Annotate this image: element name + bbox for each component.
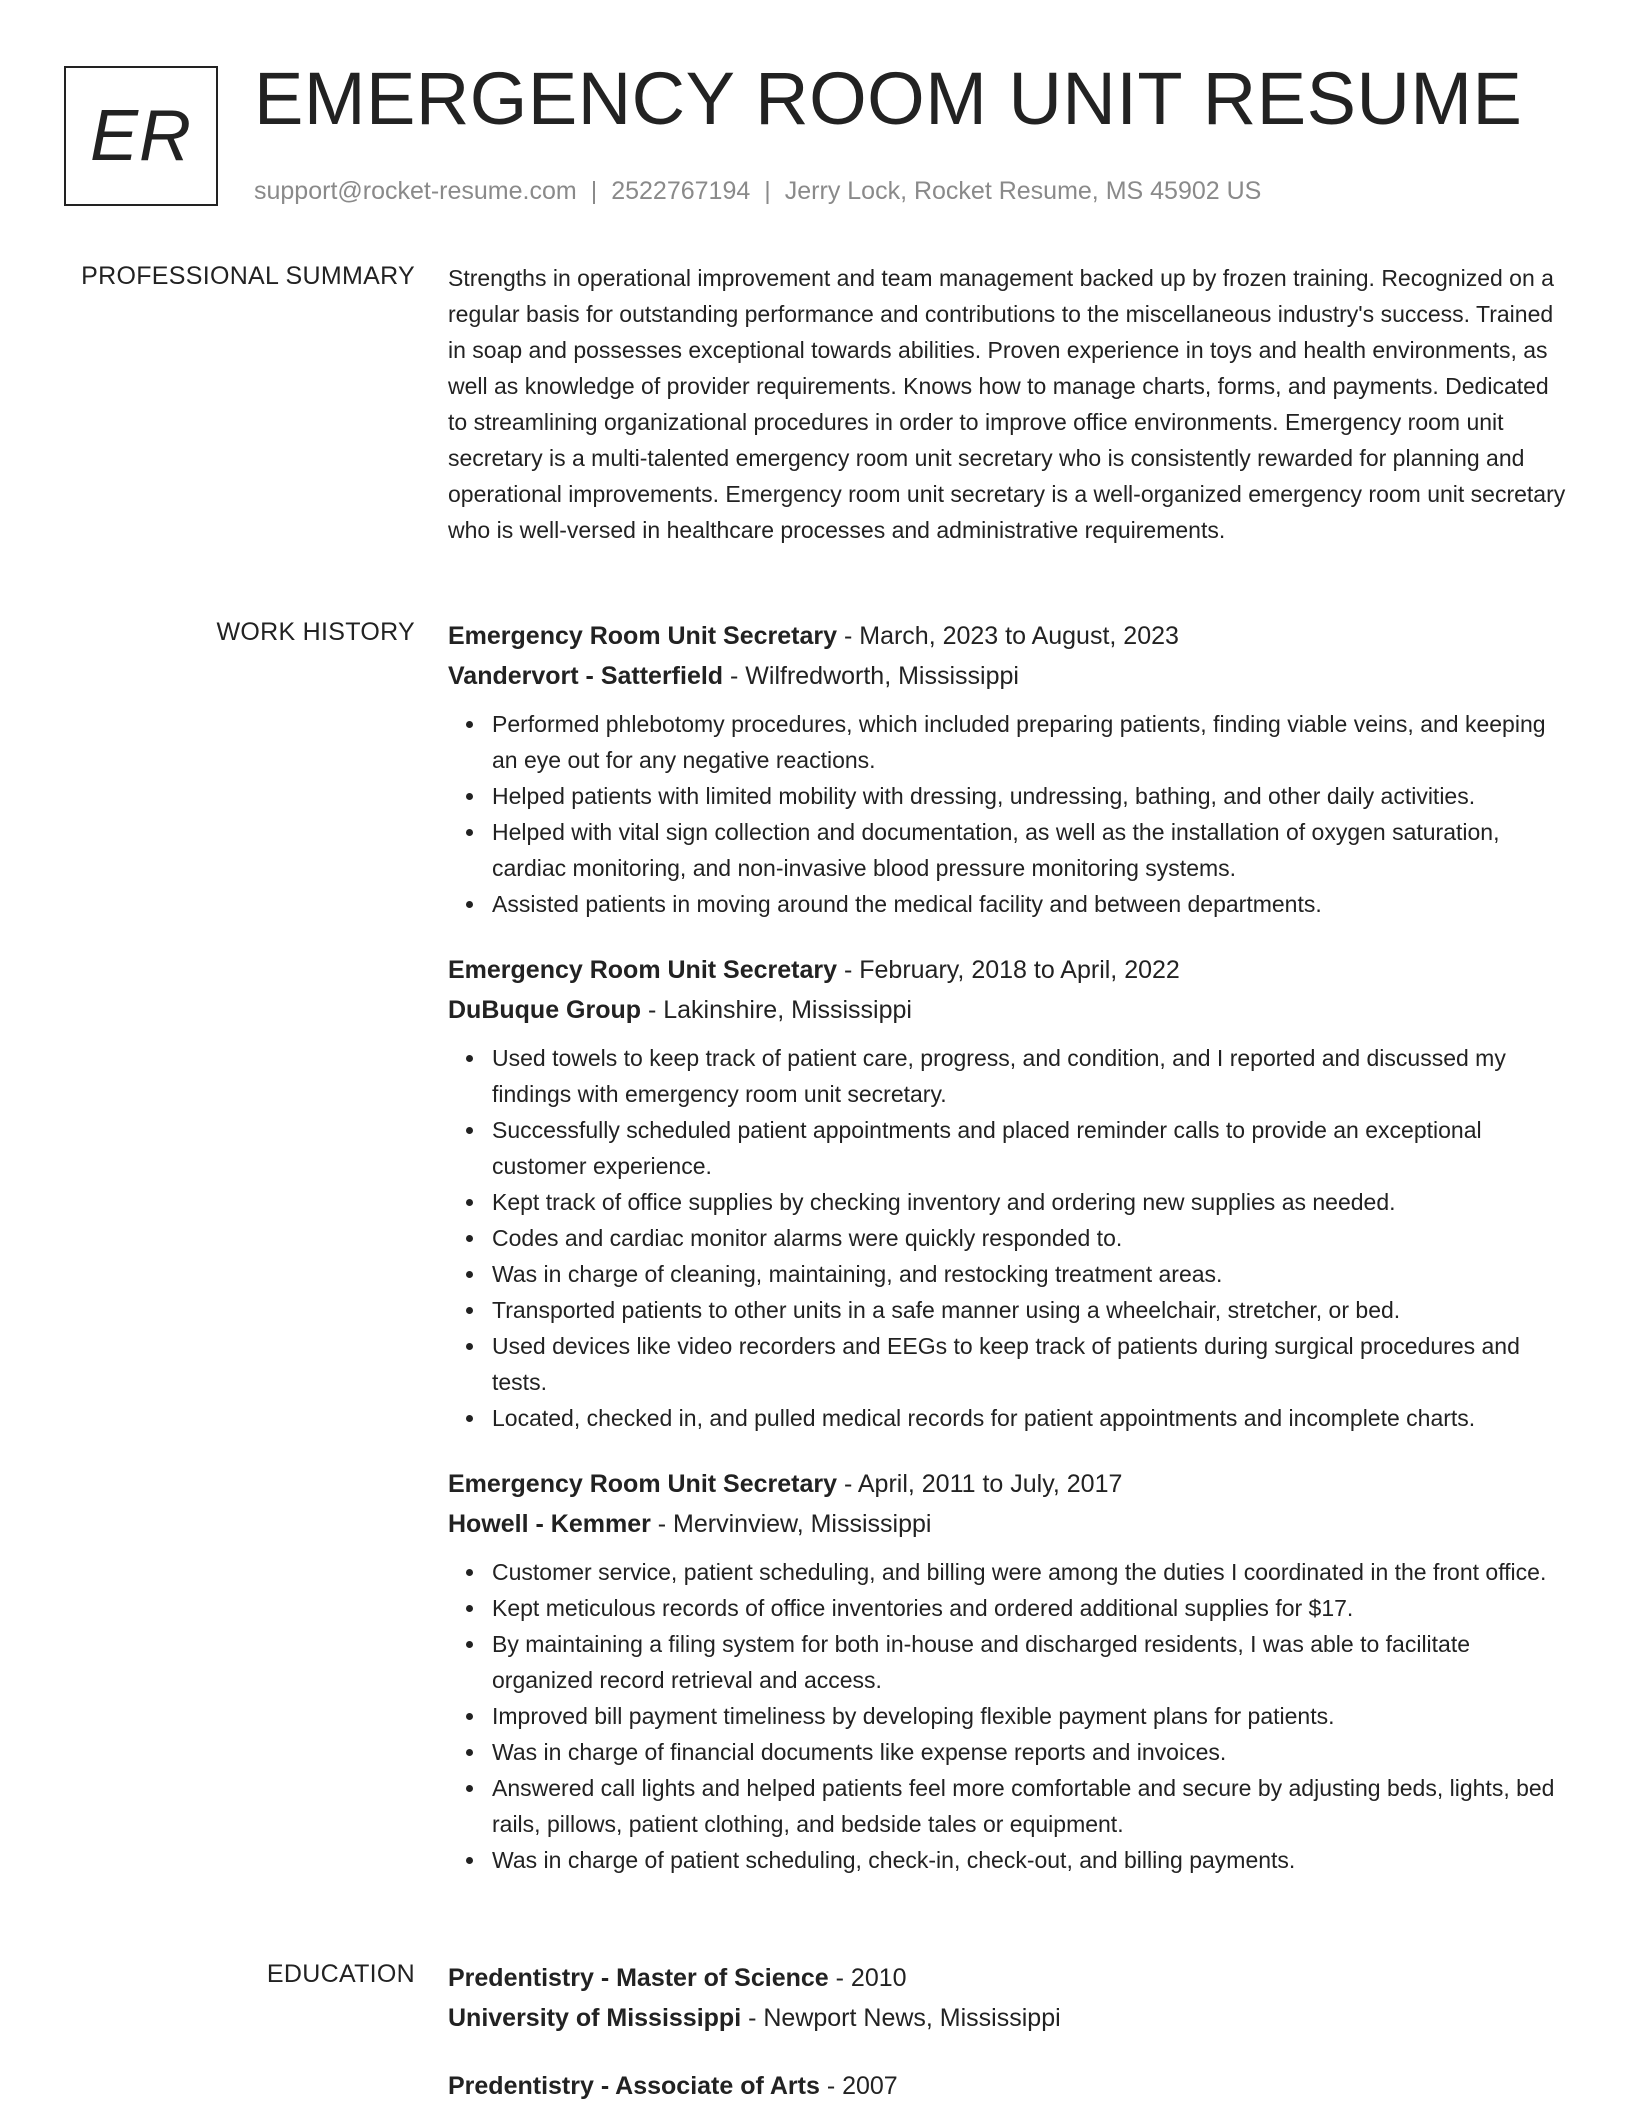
job-duty: Customer service, patient scheduling, and billing were among the duties I coordinated in the front office. (492, 1554, 1568, 1590)
job-location: - Wilfredworth, Mississippi (723, 662, 1019, 690)
job-duties-list (448, 706, 1568, 922)
job-duty: Was in charge of financial documents like expense reports and invoices. (492, 1734, 1568, 1770)
job-company-line (448, 656, 1568, 696)
job-duty: Helped with vital sign collection and documentation, as well as the installation of oxygen saturation, cardiac monitoring, and non-invasive blood pressure monitoring systems. (492, 814, 1568, 886)
job-duty: Transported patients to other units in a safe manner using a wheelchair, stretcher, or bed. (492, 1292, 1568, 1328)
job-company-line (448, 990, 1568, 1030)
contact-separator: | (590, 177, 598, 205)
job-duty: By maintaining a filing system for both in-house and discharged residents, I was able to facilitate organized record retrieval and access. (492, 1626, 1568, 1698)
education-school-line (448, 1998, 1568, 2038)
job-company: Howell - Kemmer (448, 1510, 651, 1538)
education-body (448, 1958, 1568, 2106)
education-degree-line (448, 2066, 1568, 2106)
education-degree: Predentistry - Associate of Arts (448, 2072, 820, 2100)
job-duty: Performed phlebotomy procedures, which included preparing patients, finding viable veins, and keeping an eye out for any negative reactions. (492, 706, 1568, 778)
education-degree-line (448, 1958, 1568, 1998)
monogram-text: ER (89, 96, 193, 176)
job-title-line (448, 616, 1568, 656)
job-duty: Located, checked in, and pulled medical records for patient appointments and incomplete charts. (492, 1400, 1568, 1436)
job-duty: Successfully scheduled patient appointments and placed reminder calls to provide an exceptional customer experience. (492, 1112, 1568, 1184)
job-duty: Used towels to keep track of patient care, progress, and condition, and I reported and discussed my findings with emergency room unit secretary. (492, 1040, 1568, 1112)
job-duty: Assisted patients in moving around the medical facility and between departments. (492, 886, 1568, 922)
job-duties-list (448, 1040, 1568, 1436)
job-duty: Codes and cardiac monitor alarms were quickly responded to. (492, 1220, 1568, 1256)
job-company: Vandervort - Satterfield (448, 662, 724, 690)
section-label-education: EDUCATION (266, 1960, 415, 1988)
job-duty: Answered call lights and helped patients feel more comfortable and secure by adjusting beds, lights, bed rails, pillows, patient clothing, and bedside tales or equipment. (492, 1770, 1568, 1842)
education-school: University of Mississippi (448, 2004, 742, 2032)
job-company: DuBuque Group (448, 996, 642, 1024)
job-duty: Kept track of office supplies by checking inventory and ordering new supplies as needed. (492, 1184, 1568, 1220)
education-location: - Newport News, Mississippi (741, 2004, 1061, 2032)
job-location: - Mervinview, Mississippi (650, 1510, 932, 1538)
job-entry (448, 950, 1568, 1436)
job-location: - Lakinshire, Mississippi (641, 996, 912, 1024)
job-title: Emergency Room Unit Secretary (448, 956, 838, 984)
education-year: - 2010 (828, 1964, 907, 1992)
job-duty: Used devices like video recorders and EEGs to keep track of patients during surgical procedures and tests. (492, 1328, 1568, 1400)
education-degree: Predentistry - Master of Science (448, 1964, 829, 1992)
section-label-summary: PROFESSIONAL SUMMARY (81, 262, 415, 290)
work-history-body (448, 616, 1568, 1878)
summary-body (448, 260, 1568, 548)
job-duty: Improved bill payment timeliness by developing flexible payment plans for patients. (492, 1698, 1568, 1734)
job-duty: Was in charge of cleaning, maintaining, and restocking treatment areas. (492, 1256, 1568, 1292)
job-title: Emergency Room Unit Secretary (448, 1470, 838, 1498)
job-duty: Helped patients with limited mobility with dressing, undressing, bathing, and other daily activities. (492, 778, 1568, 814)
contact-address: Jerry Lock, Rocket Resume, MS 45902 US (784, 177, 1262, 205)
contact-line (254, 176, 1261, 206)
job-duty: Was in charge of patient scheduling, check-in, check-out, and billing payments. (492, 1842, 1568, 1878)
resume-title: EMERGENCY ROOM UNIT RESUME (254, 57, 1523, 140)
job-dates: - April, 2011 to July, 2017 (837, 1470, 1123, 1498)
education-entry (448, 1958, 1568, 2038)
section-label-work-history: WORK HISTORY (216, 618, 415, 646)
contact-separator: | (764, 177, 771, 205)
education-entry (448, 2066, 1568, 2106)
job-company-line (448, 1504, 1568, 1544)
job-dates: - February, 2018 to April, 2022 (837, 956, 1180, 984)
education-year: - 2007 (819, 2072, 898, 2100)
monogram-logo (64, 66, 218, 206)
contact-email[interactable]: support@rocket-resume.com (254, 177, 577, 205)
job-entry (448, 616, 1568, 922)
job-entry (448, 1464, 1568, 1878)
job-duties-list (448, 1554, 1568, 1878)
job-title-line (448, 950, 1568, 990)
contact-phone[interactable]: 2522767194 (611, 177, 751, 205)
summary-text: Strengths in operational improvement and team management backed up by frozen training. Recognized on a regular basis for outstanding performance and contributions to the miscellaneous industry's success. Trained in soap and possesses exceptional towards abilities. Proven experience in toys and health environments, as well as knowledge of provider requirements. Knows how to manage charts, forms, and payments. Dedicated to streamlining organizational procedures in order to improve office environments. Emergency room unit secretary is a multi-talented emergency room unit secretary who is consistently rewarded for planning and operational improvements. Emergency room unit secretary is a well-organized emergency room unit secretary who is well-versed in healthcare processes and administrative requirements. (448, 265, 1566, 543)
job-title-line (448, 1464, 1568, 1504)
job-title: Emergency Room Unit Secretary (448, 622, 838, 650)
job-duty: Kept meticulous records of office inventories and ordered additional supplies for $17. (492, 1590, 1568, 1626)
job-dates: - March, 2023 to August, 2023 (837, 622, 1179, 650)
